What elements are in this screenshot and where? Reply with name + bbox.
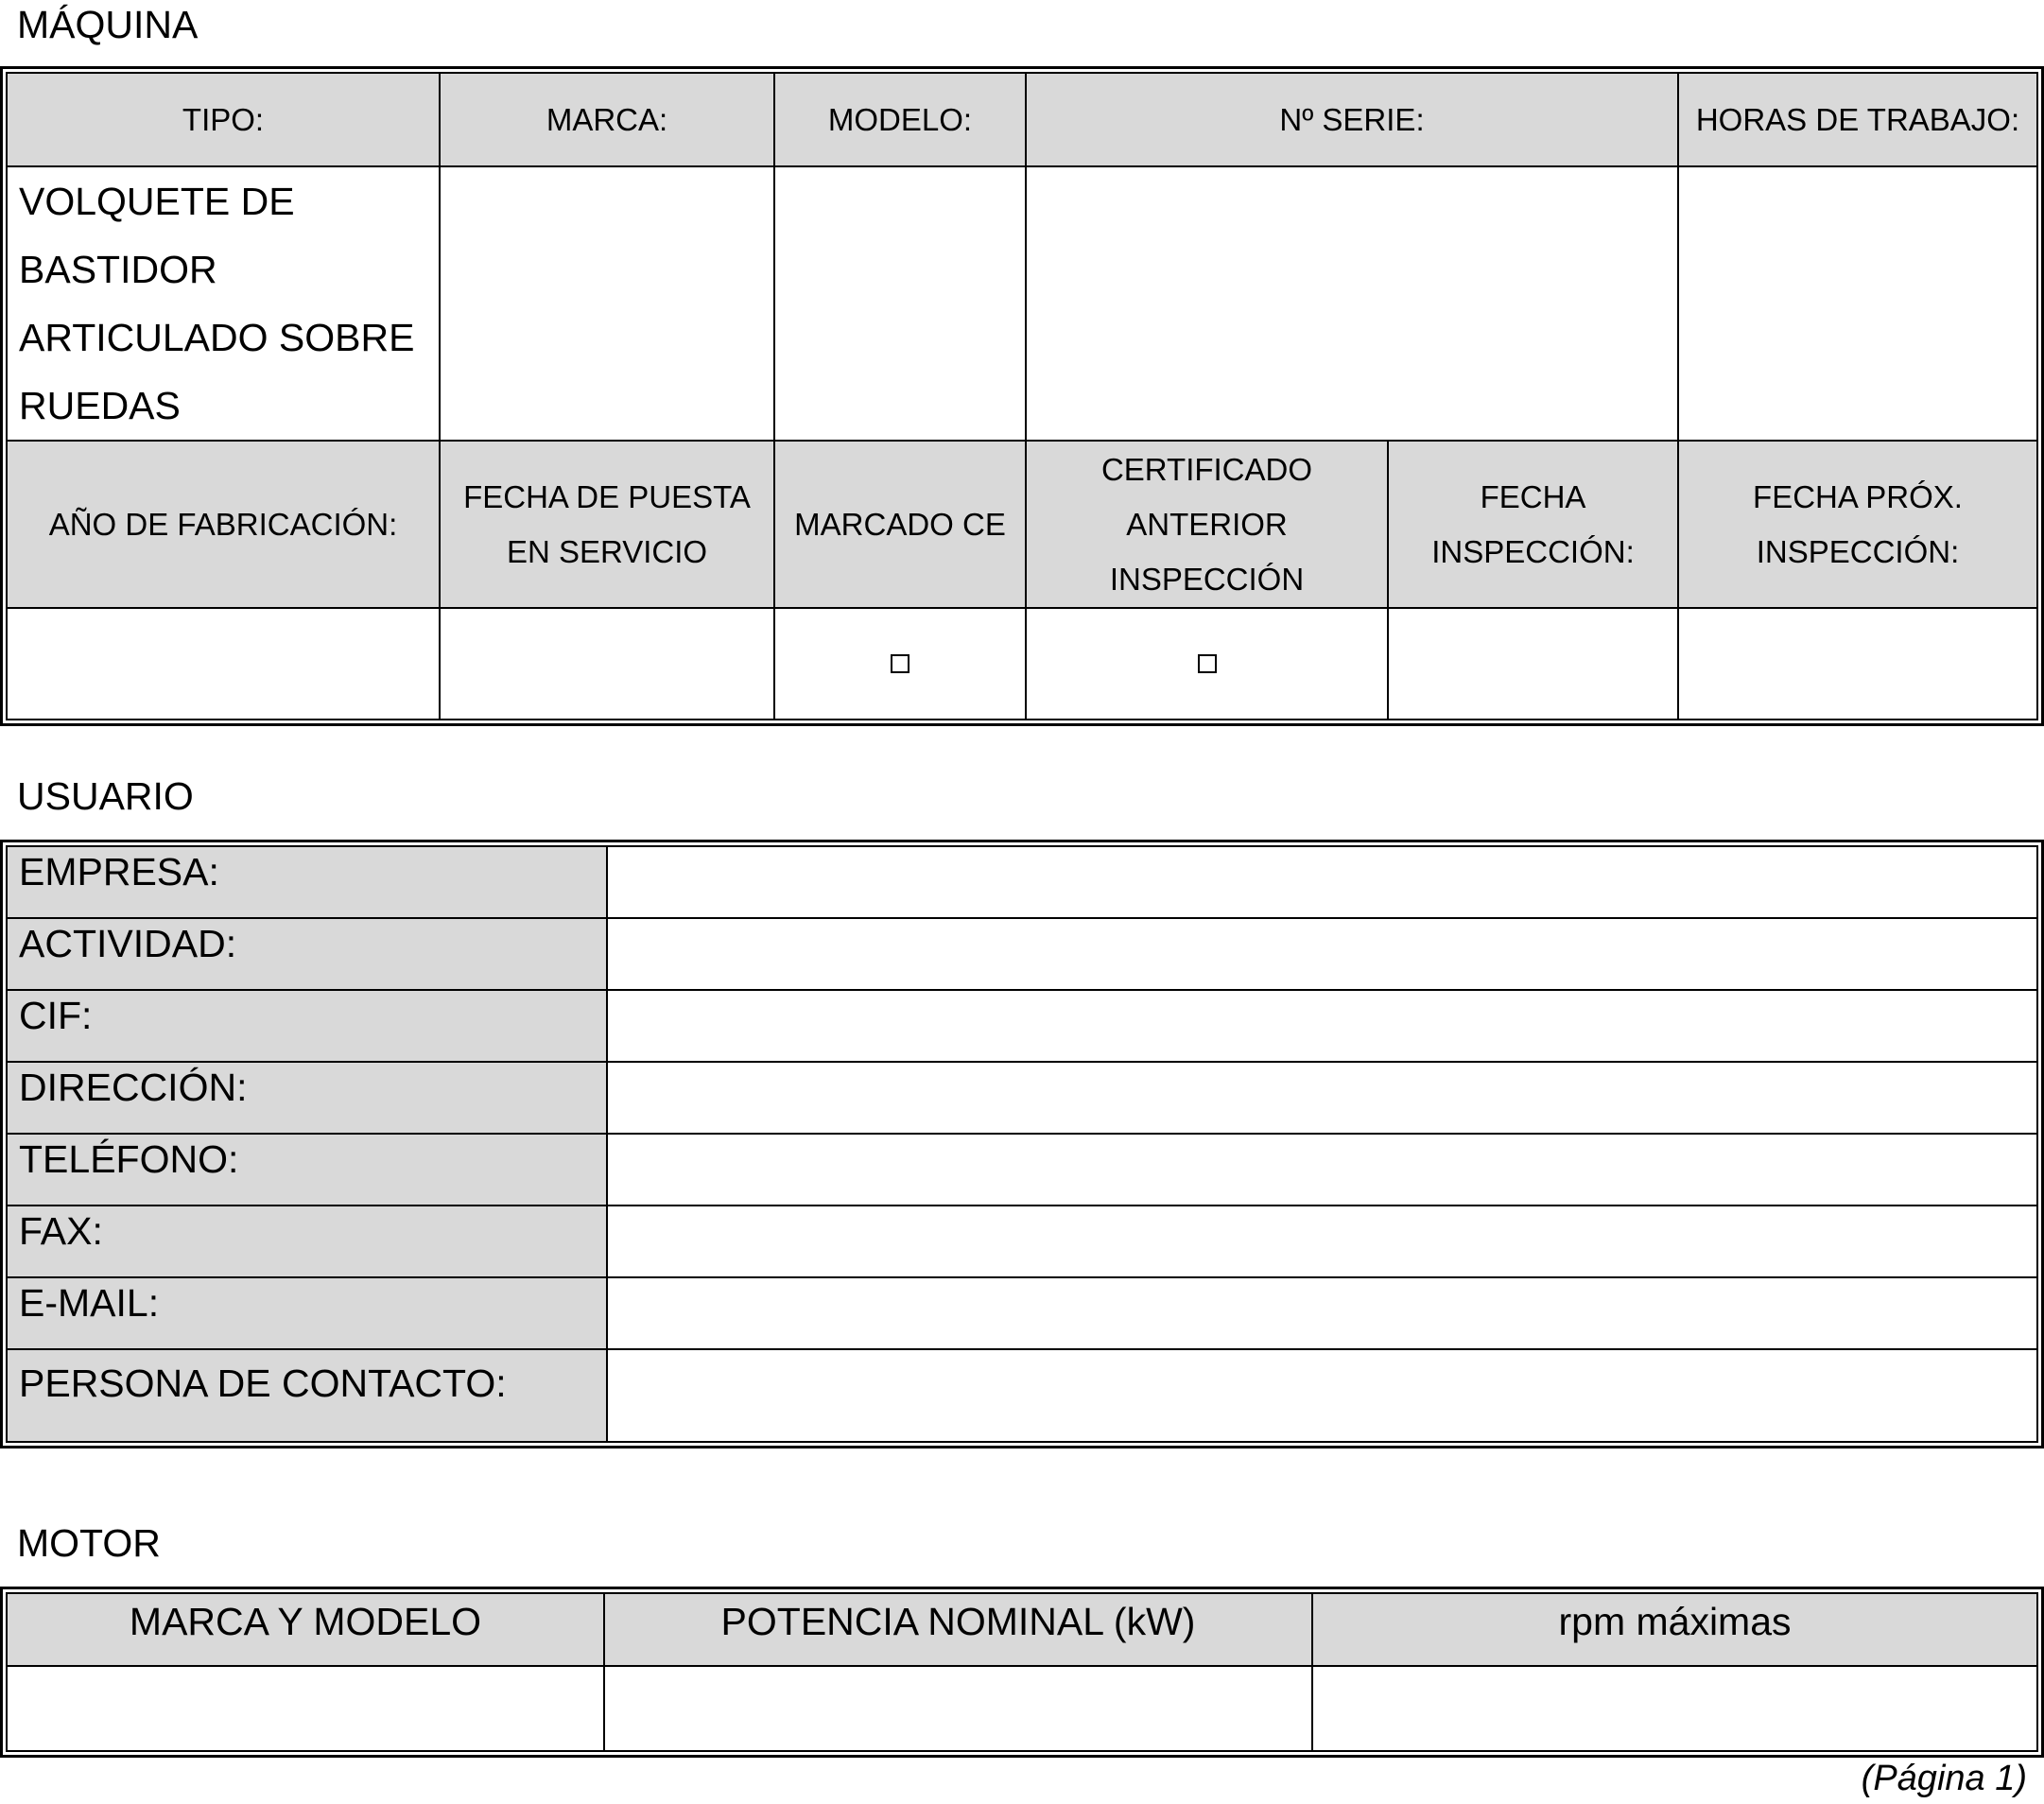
section-title-usuario: USUARIO xyxy=(17,774,194,818)
fecha-inspeccion-value[interactable] xyxy=(1387,607,1679,720)
usuario-value-actividad[interactable] xyxy=(606,917,2038,991)
usuario-value-fax[interactable] xyxy=(606,1205,2038,1278)
usuario-label-email: E-MAIL: xyxy=(6,1276,608,1350)
usuario-value-empresa[interactable] xyxy=(606,845,2038,919)
maquina-table xyxy=(0,66,2044,726)
tipo-value[interactable]: VOLQUETE DE BASTIDOR ARTICULADO SOBRE RUEDAS xyxy=(6,165,441,442)
usuario-value-direccion[interactable] xyxy=(606,1061,2038,1135)
usuario-value-email[interactable] xyxy=(606,1276,2038,1350)
horas-trabajo-value[interactable] xyxy=(1677,165,2038,442)
certificado-anterior-checkbox[interactable] xyxy=(1198,654,1217,673)
header-marcado-ce: MARCADO CE xyxy=(773,440,1027,609)
header-numero-serie: Nº SERIE: xyxy=(1025,72,1679,167)
usuario-value-persona-contacto[interactable] xyxy=(606,1348,2038,1443)
fecha-puesta-servicio-value[interactable] xyxy=(439,607,775,720)
usuario-label-persona-contacto: PERSONA DE CONTACTO: xyxy=(6,1348,608,1443)
motor-header-marca-modelo: MARCA Y MODELO xyxy=(6,1592,605,1667)
header-ano-fabricacion: AÑO DE FABRICACIÓN: xyxy=(6,440,441,609)
header-tipo: TIPO: xyxy=(6,72,441,167)
header-fecha-puesta-servicio: FECHA DE PUESTA EN SERVICIO xyxy=(439,440,775,609)
header-fecha-inspeccion: FECHA INSPECCIÓN: xyxy=(1387,440,1679,609)
usuario-value-cif[interactable] xyxy=(606,989,2038,1063)
marca-value[interactable] xyxy=(439,165,775,442)
marcado-ce-cell xyxy=(773,607,1027,720)
header-modelo: MODELO: xyxy=(773,72,1027,167)
usuario-label-fax: FAX: xyxy=(6,1205,608,1278)
numero-serie-value[interactable] xyxy=(1025,165,1679,442)
fecha-proxima-inspeccion-value[interactable] xyxy=(1677,607,2038,720)
marcado-ce-checkbox[interactable] xyxy=(891,654,909,673)
certificado-anterior-cell xyxy=(1025,607,1389,720)
motor-table xyxy=(0,1587,2044,1758)
header-marca: MARCA: xyxy=(439,72,775,167)
motor-header-potencia: POTENCIA NOMINAL (kW) xyxy=(603,1592,1313,1667)
page-number: (Página 1) xyxy=(1861,1759,2027,1798)
header-certificado-anterior: CERTIFICADO ANTERIOR INSPECCIÓN xyxy=(1025,440,1389,609)
motor-value-rpm[interactable] xyxy=(1311,1665,2038,1752)
section-title-maquina: MÁQUINA xyxy=(17,3,199,46)
motor-header-rpm: rpm máximas xyxy=(1311,1592,2038,1667)
header-fecha-proxima-inspeccion: FECHA PRÓX. INSPECCIÓN: xyxy=(1677,440,2038,609)
usuario-table xyxy=(0,840,2044,1448)
usuario-label-empresa: EMPRESA: xyxy=(6,845,608,919)
usuario-label-direccion: DIRECCIÓN: xyxy=(6,1061,608,1135)
usuario-label-actividad: ACTIVIDAD: xyxy=(6,917,608,991)
ano-fabricacion-value[interactable] xyxy=(6,607,441,720)
section-title-motor: MOTOR xyxy=(17,1521,161,1565)
motor-value-potencia[interactable] xyxy=(603,1665,1313,1752)
usuario-label-telefono: TELÉFONO: xyxy=(6,1133,608,1206)
usuario-value-telefono[interactable] xyxy=(606,1133,2038,1206)
modelo-value[interactable] xyxy=(773,165,1027,442)
usuario-label-cif: CIF: xyxy=(6,989,608,1063)
header-horas-trabajo: HORAS DE TRABAJO: xyxy=(1677,72,2038,167)
motor-value-marca-modelo[interactable] xyxy=(6,1665,605,1752)
